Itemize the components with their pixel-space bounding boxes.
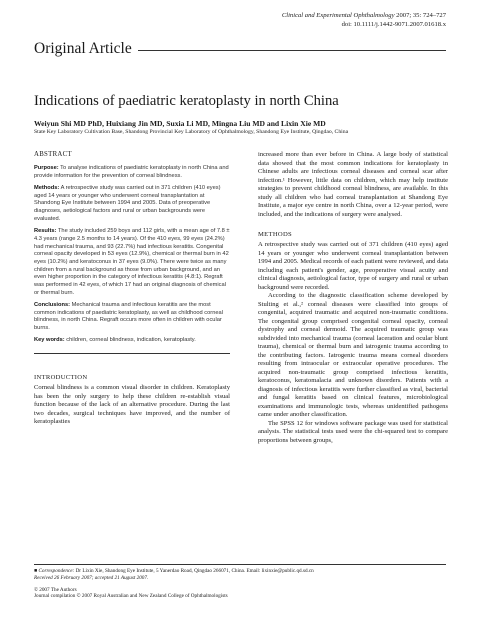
section-label: Original Article <box>34 40 138 58</box>
section-heading <box>34 40 446 58</box>
methods-paragraph-1: A retrospective study was carried out of 371 children (410 eyes) aged 14 years or younger who underwent corneal transplantation between 1994 and 2005. Medical records of each patient were reviewed, and data including each patient's gender, age, preoperative visual acuity and clinical diagnosis, aetiological factor, type of surgery and rural or urban background were recorded. <box>258 241 448 291</box>
abstract-keywords <box>34 337 230 345</box>
methods-label: Methods: <box>34 185 60 191</box>
journal-header <box>282 12 446 29</box>
keywords-label: Key words: <box>34 337 65 344</box>
introduction-text-left: Corneal blindness is a common visual disorder in children. Keratoplasty has been the only surgery to help these children re-establish visual function because of the lack of an alternative procedure. During the last two decades, surgical techniques have improved, and the number of keratoplasties <box>34 384 230 426</box>
received-dates <box>34 575 446 582</box>
methods-paragraph-2: According to the diagnostic classification scheme developed by Stulting et al.,² corneal diseases were classified into groups of congenital, acquired traumatic and acquired non-traumatic conditions. The congenital group comprised congenital corneal opacity, corneal dystrophy and corneal dermoid. The acquired traumatic group was subdivided into mechanical trauma (corneal laceration and ocular blunt trauma), chemical or thermal burn and iatrogenic trauma according to the contributing factors. Iatrogenic trauma means corneal disorders resulting from intraocular or extraocular operative procedures. The acquired non-traumatic group comprised infectious keratitis, keratoconus, keratomalacia and unknown disorders. Patients with a diagnosis of infectious keratitis were further classified as viral, bacterial and fungal keratitis based on clinical features, microbiological examinations and immunologic tests, whereas unidentified pathogens came under another classification. <box>258 292 448 418</box>
conclusions-label: Conclusions: <box>34 302 71 309</box>
purpose-text: To analyse indications of paediatric keratoplasty in north China and provide information for the prevention of corneal blindness. <box>34 165 229 179</box>
methods-heading: METHODS <box>258 231 292 238</box>
journal-name: Clinical and Experimental Ophthalmology <box>281 12 395 19</box>
results-text: The study included 259 boys and 112 girls, with a mean age of 7.8 ± 4.3 years (range 2.5 months to 14 years). Of the 410 eyes, 99 eyes (24.2%) had mechanical trauma, and 93 (22.7%) had infectious keratitis. Congenital corneal opacity developed in 53 eyes (12.9%), chemical or thermal burn in 42 eyes (10.2%) and keratoconus in 37 eyes (9.0%). There were twice as many children from a rural background as those from urban background, and an even higher proportion in the category of infectious keratitis (4.8:1). Regraft was performed in 42 eyes, of which 17 had an original diagnosis of chemical or thermal burn. <box>34 228 230 296</box>
abstract-purpose <box>34 165 230 180</box>
abstract-methods <box>34 185 230 224</box>
methods-paragraph-3: The SPSS 12 for windows software package was used for statistical analysis. The statistical tests used were the chi-squared test to compare proportions between groups, <box>258 419 448 444</box>
correspondence-label: Correspondence: <box>38 568 75 574</box>
footer-rule <box>34 564 446 565</box>
abstract-results <box>34 228 230 297</box>
results-label: Results: <box>34 228 57 235</box>
correspondence-text: Dr Lixin Xie, Shandong Eye Institute, 5 Yanerdao Road, Qingdao 266071, China. Email: lixinxie@public.qd.sd.cn <box>75 568 314 574</box>
received-text: Received 26 February 2007; accepted 21 August 2007. <box>34 574 149 581</box>
introduction-heading: INTRODUCTION <box>34 374 88 382</box>
keywords-text: children, corneal blindness, indication, keratoplasty. <box>66 337 196 344</box>
copyright-journal: Journal compilation © 2007 Royal Australian and New Zealand College of Ophthalmologists <box>34 593 228 600</box>
footer <box>34 564 446 600</box>
left-column <box>34 151 230 427</box>
article-title: Indications of paediatric keratoplasty in north China <box>34 93 339 109</box>
conclusions-text: Mechanical trauma and infectious keratitis are the most common indications of paediatric keratoplasty, as well as childhood corneal blindness, in north China. Regraft occurs more often in children with ocular burns. <box>34 302 223 332</box>
abstract <box>34 151 230 354</box>
introduction-text-right: increased more than ever before in China. A large body of statistical data showed that the most common indications for keratoplasty in Chinese adults are infectious corneal diseases and corneal scar after infection.¹ However, little data on children, which may help institute strategies to prevent childhood corneal blindness, are available. In this study all children who had corneal transplantation at Shandong Eye Institute, a major eye centre in north China, over a 12-year period, were included, and the indications of surgery were analysed. <box>258 151 448 218</box>
author-list: Weiyun Shi MD PhD, Huixiang Jin MD, Suxia Li MD, Mingna Liu MD and Lixin Xie MD <box>34 119 326 128</box>
doi: doi: 10.1111/j.1442-9071.2007.01618.x <box>341 20 446 28</box>
abstract-heading: ABSTRACT <box>34 151 72 158</box>
copyright-authors: © 2007 The Authors <box>34 586 77 593</box>
purpose-label: Purpose: <box>34 165 59 171</box>
abstract-rule <box>34 353 230 354</box>
correspondence: ■ Correspondence: Dr Lixin Xie, Shandong Eye Institute, 5 Yanerdao Road, Qingdao 266071, China. Email: lixinxie@public.qd.sd.cn <box>34 568 314 574</box>
affiliation: State Key Laboratory Cultivation Base, Shandong Provincial Key Laboratory of Ophthalmology, Shandong Eye Institute, Qingdao, China <box>34 129 349 135</box>
right-column <box>258 151 448 445</box>
journal-citation: 2007; 35: 724–727 <box>396 12 446 19</box>
abstract-conclusions <box>34 302 230 333</box>
methods-text: A retrospective study was carried out in 371 children (410 eyes) aged 14 years or younger who underwent corneal transplantation at Shandong Eye Institute between 1994 and 2005. Data of preoperative diagnoses, aetiological factors and rural or urban backgrounds were evaluated. <box>34 185 221 222</box>
